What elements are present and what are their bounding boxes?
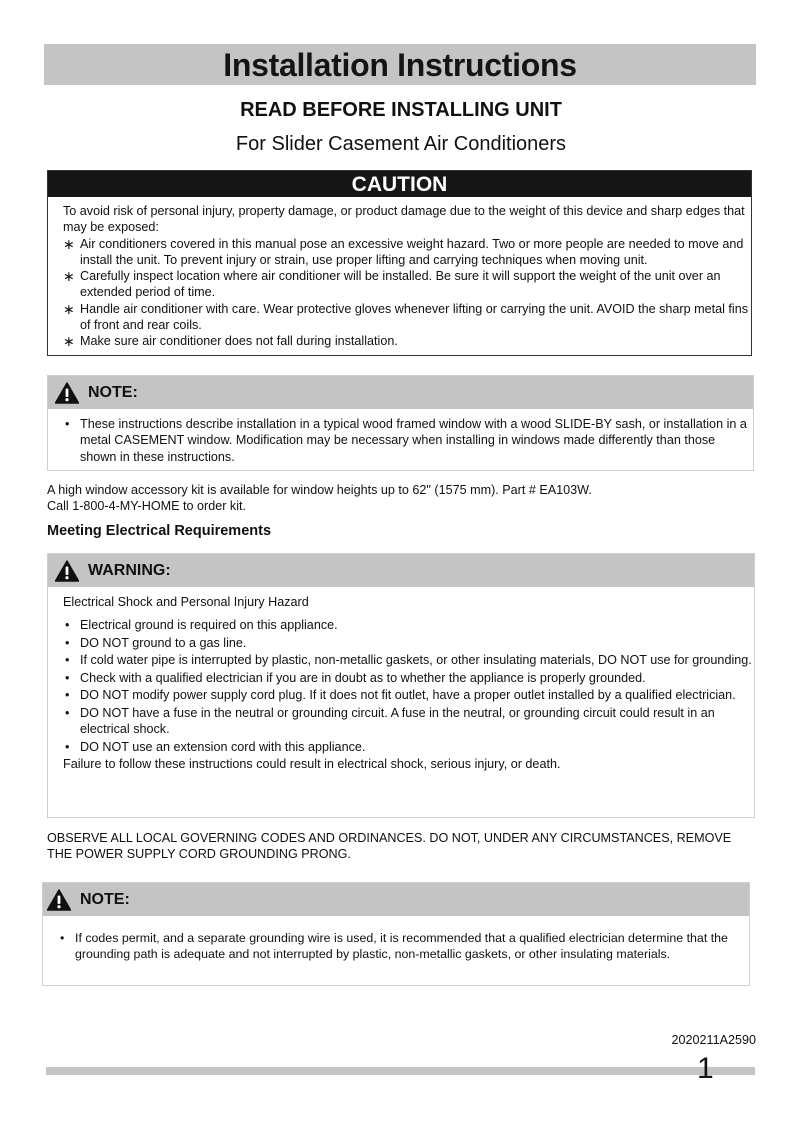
- warning-item: • DO NOT ground to a gas line.: [65, 635, 247, 650]
- bullet-icon: •: [65, 688, 70, 703]
- warning-list: [63, 617, 754, 755]
- note-item: • These instructions describe installation in a typical wood framed window with a wood SLIDE-BY sash, or installation in a metal CASEMENT window. Modification may be necessary when installing in windows made differently than those shown in these instructions.: [65, 417, 747, 464]
- bullet-icon: •: [65, 739, 70, 754]
- bullet-icon: •: [65, 705, 70, 720]
- caution-item: ∗ Handle air conditioner with care. Wear protective gloves whenever lifting or carrying the unit. AVOID the sharp metal fins of front and rear coils.: [63, 300, 749, 333]
- footer-bar: [46, 1067, 755, 1075]
- warning-intro: Electrical Shock and Personal Injury Hazard: [63, 595, 309, 609]
- note-header: [48, 376, 753, 409]
- warning-triangle-icon: [47, 889, 71, 911]
- bullet-icon: •: [65, 635, 70, 650]
- warning-item: • Check with a qualified electrician if you are in doubt as to whether the appliance is properly grounded.: [65, 670, 646, 685]
- document-code: 2020211A2590: [671, 1033, 756, 1047]
- note-box: [42, 882, 750, 986]
- warning-header: [48, 554, 754, 587]
- bullet-icon: •: [65, 417, 70, 431]
- warning-heading: WARNING:: [88, 561, 171, 579]
- caution-list: [63, 236, 751, 350]
- warning-item: • DO NOT use an extension cord with this appliance.: [65, 739, 366, 754]
- warning-item: • If cold water pipe is interrupted by plastic, non-metallic gaskets, or other insulating materials, DO NOT use for grounding.: [65, 653, 752, 668]
- asterisk-icon: ∗: [63, 333, 75, 350]
- asterisk-icon: ∗: [63, 235, 75, 252]
- note-heading: NOTE:: [80, 890, 130, 908]
- caution-item: ∗ Make sure air conditioner does not fall during installation.: [63, 333, 398, 350]
- note-list: [58, 930, 749, 963]
- note-heading: NOTE:: [88, 383, 138, 401]
- observe-codes-text: OBSERVE ALL LOCAL GOVERNING CODES AND ORDINANCES. DO NOT, UNDER ANY CIRCUMSTANCES, REMOVE THE POWER SUPPLY CORD GROUNDING PRONG.: [47, 831, 732, 862]
- warning-triangle-icon: [55, 560, 79, 582]
- warning-box: [47, 553, 755, 818]
- section-title: Meeting Electrical Requirements: [47, 523, 272, 539]
- caution-heading: CAUTION: [48, 171, 751, 197]
- warning-item: • DO NOT modify power supply cord plug. If it does not fit outlet, have a proper outlet installed by a qualified electrician.: [65, 688, 736, 703]
- warning-item: • Electrical ground is required on this appliance.: [65, 618, 338, 633]
- document-title: Installation Instructions: [223, 47, 577, 83]
- subtitle: READ BEFORE INSTALLING UNIT: [240, 99, 562, 121]
- bullet-icon: •: [60, 931, 65, 945]
- asterisk-icon: ∗: [63, 268, 75, 285]
- bullet-icon: •: [65, 670, 70, 685]
- product-subtitle: For Slider Casement Air Conditioners: [235, 133, 567, 155]
- caution-box: [47, 170, 752, 356]
- asterisk-icon: ∗: [63, 300, 75, 317]
- caution-item: ∗ Carefully inspect location where air conditioner will be installed. Be sure it will support the weight of the unit over an extended period of time.: [63, 268, 721, 300]
- note-list: [63, 416, 753, 465]
- warning-footer: Failure to follow these instructions could result in electrical shock, serious injury, or death.: [63, 756, 561, 771]
- bullet-icon: •: [65, 653, 70, 668]
- warning-triangle-icon: [55, 382, 79, 404]
- caution-intro: To avoid risk of personal injury, property damage, or product damage due to the weight of this device and sharp edges that may be exposed:: [63, 204, 745, 235]
- title-banner: [44, 44, 756, 85]
- bullet-icon: •: [65, 618, 70, 633]
- note-header: [43, 883, 749, 916]
- page-number: 1: [697, 1052, 714, 1085]
- caution-item: ∗ Air conditioners covered in this manual pose an excessive weight hazard. Two or more people are needed to move and install the unit. To prevent injury or strain, use proper lifting and carrying techniques when moving unit.: [63, 235, 744, 267]
- warning-item: • DO NOT have a fuse in the neutral or grounding circuit. A fuse in the neutral, or grounding circuit could result in an electrical shock.: [65, 705, 715, 737]
- note-box: [47, 375, 754, 471]
- note-item: • If codes permit, and a separate grounding wire is used, it is recommended that a qualified electrician determine that the grounding path is adequate and not interrupted by plastic, non-metallic gaskets, or other insulating materials.: [60, 931, 728, 962]
- accessory-kit-text: A high window accessory kit is available for window heights up to 62" (1575 mm). Part # EA103W. Call 1-800-4-MY-HOME to order kit.: [47, 483, 592, 514]
